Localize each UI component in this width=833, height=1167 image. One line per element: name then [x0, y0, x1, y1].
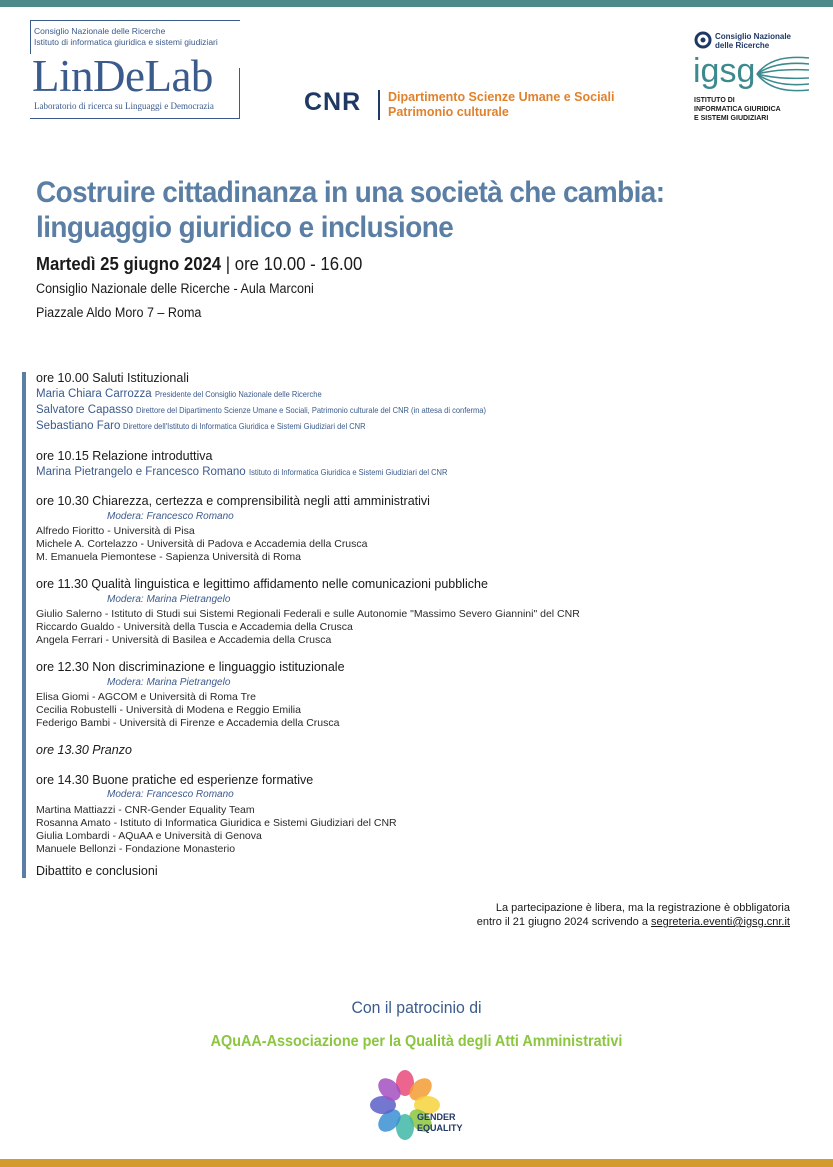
speaker-role: Direttore dell'Istituto di Informatica Giuridica e Sistemi Giudiziari del CNR: [123, 422, 366, 431]
event-title-line2: linguaggio giuridico e inclusione: [36, 211, 454, 244]
logo-frame-top: [30, 20, 240, 21]
event-title: [36, 175, 664, 245]
lindelab-institution: [34, 26, 218, 48]
cnr-dept-line2: Patrimonio culturale: [388, 105, 509, 119]
closing-session: Dibattito e conclusioni: [36, 864, 158, 878]
top-color-bar: [0, 0, 833, 7]
speaker-line: M. Emanuela Piemontese - Sapienza Università di Roma: [36, 551, 301, 563]
speaker-name: Marina Pietrangelo e Francesco Romano: [36, 466, 246, 478]
igsg-top-line1: Consiglio Nazionale: [715, 32, 792, 41]
speaker-role: Presidente del Consiglio Nazionale delle Ricerche: [154, 390, 322, 399]
moderator: Modera: Marina Pietrangelo: [107, 677, 231, 688]
speaker-name: Sebastiano Faro: [36, 420, 121, 432]
patronage-label: Con il patrocinio di: [351, 998, 482, 1017]
registration-line2: [477, 915, 790, 929]
waves-icon: [755, 54, 811, 94]
cnr-emblem-icon: [693, 30, 713, 50]
registration-prefix: entro il 21 giugno 2024 scrivendo a: [476, 916, 652, 928]
moderator: Modera: Francesco Romano: [107, 511, 234, 522]
speaker-line: Alfredo Fioritto - Università di Pisa: [36, 525, 195, 537]
speaker-line: Michele A. Cortelazzo - Università di Padova e Accademia della Crusca: [36, 538, 368, 550]
speaker-line: Giulia Lombardi - AQuAA e Università di Genova: [36, 830, 262, 842]
session-title: ore 10.15 Relazione introduttiva: [36, 449, 213, 463]
lindelab-institution-line2: Istituto di informatica giuridica e sistemi giudiziari: [34, 37, 218, 47]
speaker-line: [36, 420, 387, 432]
lindelab-tagline: Laboratorio di ricerca su Linguaggi e Democrazia: [34, 101, 214, 111]
gender-equality-label: [417, 1112, 463, 1134]
lunch-break: ore 13.30 Pranzo: [36, 743, 132, 757]
registration-email-link[interactable]: segreteria.eventi@igsg.cnr.it: [651, 916, 790, 928]
session-title: ore 10.00 Saluti Istituzionali: [36, 371, 189, 385]
moderator: Modera: Francesco Romano: [107, 789, 234, 800]
igsg-caption-line2: INFORMATICA GIURIDICA: [694, 106, 781, 113]
session-title: ore 14.30 Buone pratiche ed esperienze formative: [36, 773, 314, 787]
session-title: ore 11.30 Qualità linguistica e legittimo affidamento nelle comunicazioni pubbliche: [36, 577, 488, 591]
speaker-name: Salvatore Capasso: [36, 404, 134, 416]
speaker-line: Giulio Salerno - Istituto di Studi sui Sistemi Regionali Federali e sulle Autonomie "Massimo Severo Giannini" del CNR: [36, 608, 580, 620]
event-date: Martedì 25 giugno 2024: [36, 254, 222, 274]
speaker-line: [36, 466, 464, 478]
lindelab-logo: [24, 20, 240, 120]
moderator: Modera: Marina Pietrangelo: [107, 594, 231, 605]
igsg-logo: [693, 30, 811, 130]
logo-frame-left: [30, 20, 31, 54]
speaker-line: Angela Ferrari - Università di Basilea e Accademia della Crusca: [36, 634, 332, 646]
event-venue-line1: Consiglio Nazionale delle Ricerche - Aula Marconi: [36, 281, 314, 296]
speaker-line: [36, 388, 336, 400]
cnr-mark: CNR: [304, 88, 362, 116]
cnr-dept-line1: Dipartimento Scienze Umane e Sociali: [388, 90, 615, 104]
lindelab-wordmark: LinDeLab: [32, 51, 213, 101]
event-venue-line2: Piazzale Aldo Moro 7 – Roma: [36, 305, 202, 320]
gender-equality-logo: [365, 1065, 475, 1145]
speaker-name: Maria Chiara Carrozza: [36, 388, 152, 400]
igsg-wordmark: igsg: [693, 52, 756, 90]
registration-note: [477, 901, 790, 929]
speaker-line: Federigo Bambi - Università di Firenze e Accademia della Crusca: [36, 717, 340, 729]
bottom-color-bar: [0, 1159, 833, 1167]
speaker-role: Direttore del Dipartimento Scienze Umane e Sociali, Patrimonio culturale del CNR (in attesa di conferma): [136, 406, 487, 415]
cnr-department: [388, 90, 614, 120]
cnr-separator: [378, 90, 380, 120]
session-title: ore 12.30 Non discriminazione e linguaggio istituzionale: [36, 660, 345, 674]
speaker-line: Elisa Giomi - AGCOM e Università di Roma Tre: [36, 691, 256, 703]
event-title-line1: Costruire cittadinanza in una società che cambia:: [36, 176, 665, 209]
event-dateline: [36, 254, 362, 275]
speaker-line: Riccardo Gualdo - Università della Tuscia e Accademia della Crusca: [36, 621, 353, 633]
igsg-top-line2: delle Ricerche: [715, 41, 770, 50]
speaker-line: Manuele Bellonzi - Fondazione Monasterio: [36, 843, 236, 855]
gender-line1: GENDER: [417, 1112, 456, 1122]
speaker-line: Cecilia Robustelli - Università di Modena e Reggio Emilia: [36, 704, 301, 716]
logo-frame-right: [239, 68, 240, 119]
igsg-caption: [694, 96, 781, 123]
program-left-bar: [22, 372, 26, 878]
speaker-role: Istituto di Informatica Giuridica e Sistemi Giudiziari del CNR: [248, 468, 448, 477]
gender-line2: EQUALITY: [417, 1123, 463, 1133]
lindelab-institution-line1: Consiglio Nazionale delle Ricerche: [34, 26, 166, 36]
igsg-top-text: [715, 32, 791, 50]
igsg-caption-line3: E SISTEMI GIUDIZIARI: [694, 115, 769, 122]
logo-frame-bottom: [30, 118, 240, 119]
speaker-line: Rosanna Amato - Istituto di Informatica Giuridica e Sistemi Giudiziari del CNR: [36, 817, 397, 829]
session-title: ore 10.30 Chiarezza, certezza e comprensibilità negli atti amministrativi: [36, 494, 430, 508]
sponsor-name: AQuAA-Associazione per la Qualità degli Atti Amministrativi: [210, 1033, 623, 1050]
speaker-line: Martina Mattiazzi - CNR-Gender Equality Team: [36, 804, 255, 816]
registration-line1: La partecipazione è libera, ma la registrazione è obbligatoria: [495, 902, 790, 914]
event-time: | ore 10.00 - 16.00: [225, 254, 363, 274]
igsg-caption-line1: ISTITUTO DI: [694, 97, 735, 104]
speaker-line: [36, 404, 517, 416]
